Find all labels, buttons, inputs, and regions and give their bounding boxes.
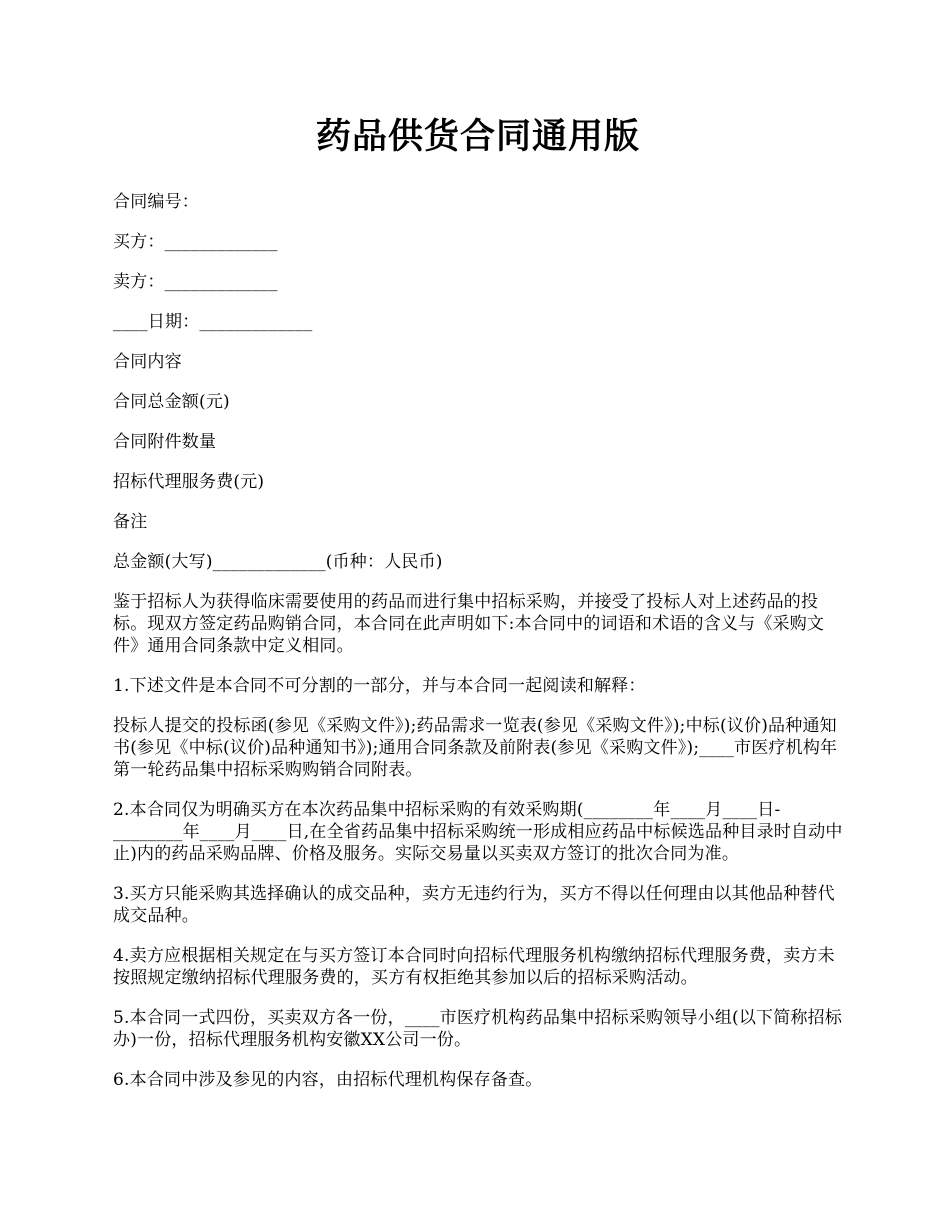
agency-service-fee-label: 招标代理服务费(元) <box>113 472 265 492</box>
clause-2: 2.本合同仅为明确买方在本次药品集中招标采购的有效采购期(________年____月____日-________年____月____日,在全省药品集中招标采购统一形成相应药品中标候选品种目录时自动中止)内的药品采购品牌、价格及服务。实际交易量以买卖双方签订的批次合同为准。 <box>113 800 843 864</box>
clause-1: 1.下述文件是本合同不可分割的一部分，并与本合同一起阅读和解释： <box>113 676 646 696</box>
buyer-field: 买方：_____________ <box>113 232 278 252</box>
seller-field: 卖方：_____________ <box>113 272 278 292</box>
document-page <box>113 108 843 1109</box>
attachment-count-label: 合同附件数量 <box>113 432 217 452</box>
remarks-label: 备注 <box>113 512 148 532</box>
preamble-paragraph: 鉴于招标人为获得临床需要使用的药品而进行集中招标采购，并接受了投标人对上述药品的投标。现双方签定药品购销合同，本合同在此声明如下:本合同中的词语和术语的含义与《采购文件》通用合同条款中定义相同。 <box>113 592 825 656</box>
contract-total-amount-label: 合同总金额(元) <box>113 392 230 412</box>
total-amount-in-words-field: 总金额(大写)_____________(币种：人民币) <box>113 552 443 572</box>
contract-number-field: 合同编号： <box>113 192 199 212</box>
document-title: 药品供货合同通用版 <box>315 116 640 157</box>
date-field: ____日期：_____________ <box>113 312 313 332</box>
contract-content-label: 合同内容 <box>113 352 182 372</box>
clause-1-documents: 投标人提交的投标函(参见《采购文件》);药品需求一览表(参见《采购文件》);中标(议价)品种通知书(参见《中标(议价)品种通知书》);通用合同条款及前附表(参见《采购文件》);____市医疗机构年第一轮药品集中招标采购购销合同附表。 <box>113 716 838 780</box>
clause-4: 4.卖方应根据相关规定在与买方签订本合同时向招标代理服务机构缴纳招标代理服务费，卖方未按照规定缴纳招标代理服务费的，买方有权拒绝其参加以后的招标采购活动。 <box>113 946 835 988</box>
clause-6: 6.本合同中涉及参见的内容，由招标代理机构保存备查。 <box>113 1070 543 1090</box>
clause-5: 5.本合同一式四份，买卖双方各一份，____市医疗机构药品集中招标采购领导小组(以下简称招标办)一份，招标代理服务机构安徽XX公司一份。 <box>113 1008 843 1050</box>
clause-3: 3.买方只能采购其选择确认的成交品种，卖方无违约行为，买方不得以任何理由以其他品种替代成交品种。 <box>113 884 835 926</box>
